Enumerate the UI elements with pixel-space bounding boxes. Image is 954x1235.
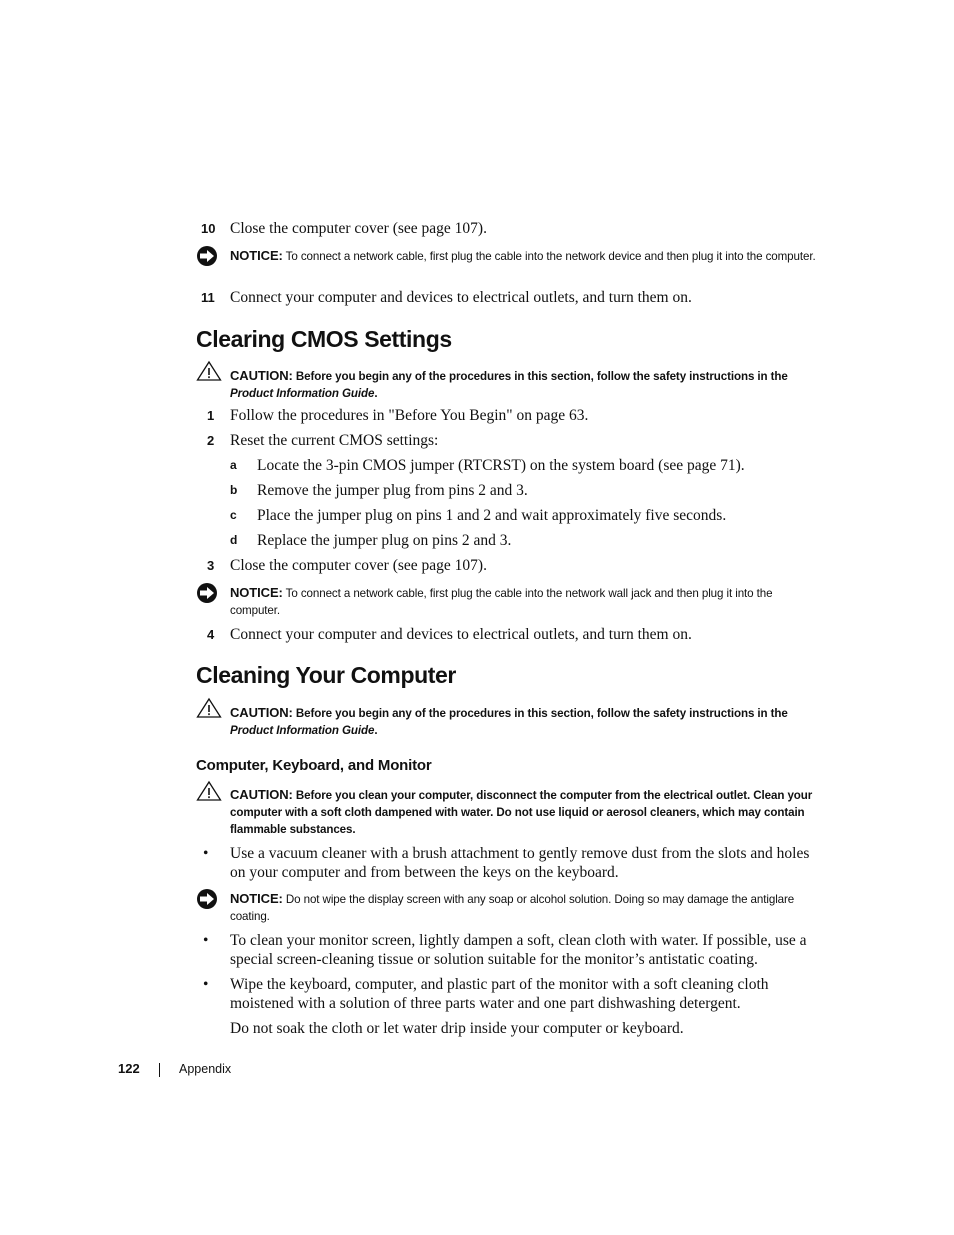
- bullet-text: To clean your monitor screen, lightly dampen a soft, clean cloth with water. If possible, use a: [230, 932, 807, 949]
- substep-letter: d: [230, 533, 238, 547]
- caution-guide-title: Product Information Guide: [230, 387, 375, 400]
- step-text: Reset the current CMOS settings:: [230, 432, 439, 449]
- substep-letter: a: [230, 458, 237, 472]
- step-number: 10: [201, 221, 216, 236]
- step-text: Connect your computer and devices to electrical outlets, and turn them on.: [230, 289, 692, 306]
- step-number: 1: [207, 408, 215, 423]
- bullet-text: Use a vacuum cleaner with a brush attachment to gently remove dust from the slots and holes: [230, 845, 810, 862]
- step-text: Close the computer cover (see page 107).: [230, 220, 487, 237]
- notice-icon: [196, 582, 222, 604]
- substep-letter: c: [230, 508, 237, 522]
- caution-end: .: [374, 387, 378, 400]
- paragraph: Do not soak the cloth or let water drip inside your computer or keyboard.: [230, 1020, 684, 1037]
- bullet-symbol: •: [203, 976, 209, 993]
- caution-text: Before you begin any of the procedures in this section, follow the safety instructions in the: [292, 370, 788, 383]
- notice-icon: [196, 888, 222, 910]
- caution-label: CAUTION:: [230, 368, 293, 383]
- caution-box: [230, 786, 816, 838]
- caution-icon: [196, 360, 222, 382]
- step-text: Follow the procedures in "Before You Begin" on page 63.: [230, 407, 589, 424]
- notice-icon: [196, 245, 222, 267]
- bullet-text: Wipe the keyboard, computer, and plastic part of the monitor with a soft cleaning cloth: [230, 976, 769, 993]
- substep-text: Locate the 3-pin CMOS jumper (RTCRST) on the system board (see page 71).: [257, 457, 745, 474]
- substep-letter: b: [230, 483, 238, 497]
- notice-text: Do not wipe the display screen with any soap or alcohol solution. Doing so may damage the antiglare coating.: [230, 893, 795, 923]
- caution-icon: [196, 697, 222, 719]
- bullet-symbol: •: [203, 932, 209, 949]
- notice-box: [230, 584, 816, 619]
- step-number: 4: [207, 627, 215, 642]
- notice-box: [230, 890, 816, 925]
- section-heading-clearing-cmos: Clearing CMOS Settings: [196, 326, 452, 352]
- caution-text: Before you clean your computer, disconnect the computer from the electrical outlet. Clean your computer with a soft cloth dampened with water. Do not use liquid or aerosol cleaners, which may contain flammable substances.: [230, 789, 813, 836]
- footer-chapter-title: Appendix: [179, 1062, 232, 1076]
- caution-box: [230, 704, 816, 739]
- step-number: 11: [201, 290, 215, 305]
- bullet-text: on your computer and from between the keys on the keyboard.: [230, 864, 619, 881]
- section-heading-cleaning-computer: Cleaning Your Computer: [196, 662, 456, 688]
- caution-label: CAUTION:: [230, 787, 293, 802]
- caution-guide-title: Product Information Guide: [230, 724, 375, 737]
- notice-box: [230, 247, 816, 265]
- bullet-text: special screen-cleaning tissue or solution suitable for the monitor’s antistatic coating.: [230, 951, 758, 968]
- step-number: 2: [207, 433, 215, 448]
- bullet-text: moistened with a solution of three parts water and one part dishwashing detergent.: [230, 995, 741, 1012]
- substep-text: Remove the jumper plug from pins 2 and 3.: [257, 482, 528, 499]
- step-number: 3: [207, 558, 215, 573]
- substep-text: Replace the jumper plug on pins 2 and 3.: [257, 532, 512, 549]
- footer-divider: [159, 1063, 160, 1077]
- notice-text: To connect a network cable, first plug the cable into the network device and then plug it into the computer.: [282, 250, 816, 263]
- caution-label: CAUTION:: [230, 705, 293, 720]
- subsection-heading: Computer, Keyboard, and Monitor: [196, 757, 432, 774]
- step-text: Connect your computer and devices to electrical outlets, and turn them on.: [230, 626, 692, 643]
- substep-text: Place the jumper plug on pins 1 and 2 and wait approximately five seconds.: [257, 507, 727, 524]
- notice-label: NOTICE:: [230, 248, 283, 263]
- notice-label: NOTICE:: [230, 891, 283, 906]
- caution-box: [230, 367, 816, 402]
- bullet-symbol: •: [203, 845, 209, 862]
- caution-end: .: [374, 724, 378, 737]
- step-text: Close the computer cover (see page 107).: [230, 557, 487, 574]
- caution-icon: [196, 780, 222, 802]
- page-number: 122: [118, 1061, 140, 1076]
- notice-text: To connect a network cable, first plug the cable into the network wall jack and then plug it into the computer.: [230, 587, 773, 617]
- caution-text: Before you begin any of the procedures in this section, follow the safety instructions in the: [292, 707, 788, 720]
- notice-label: NOTICE:: [230, 585, 283, 600]
